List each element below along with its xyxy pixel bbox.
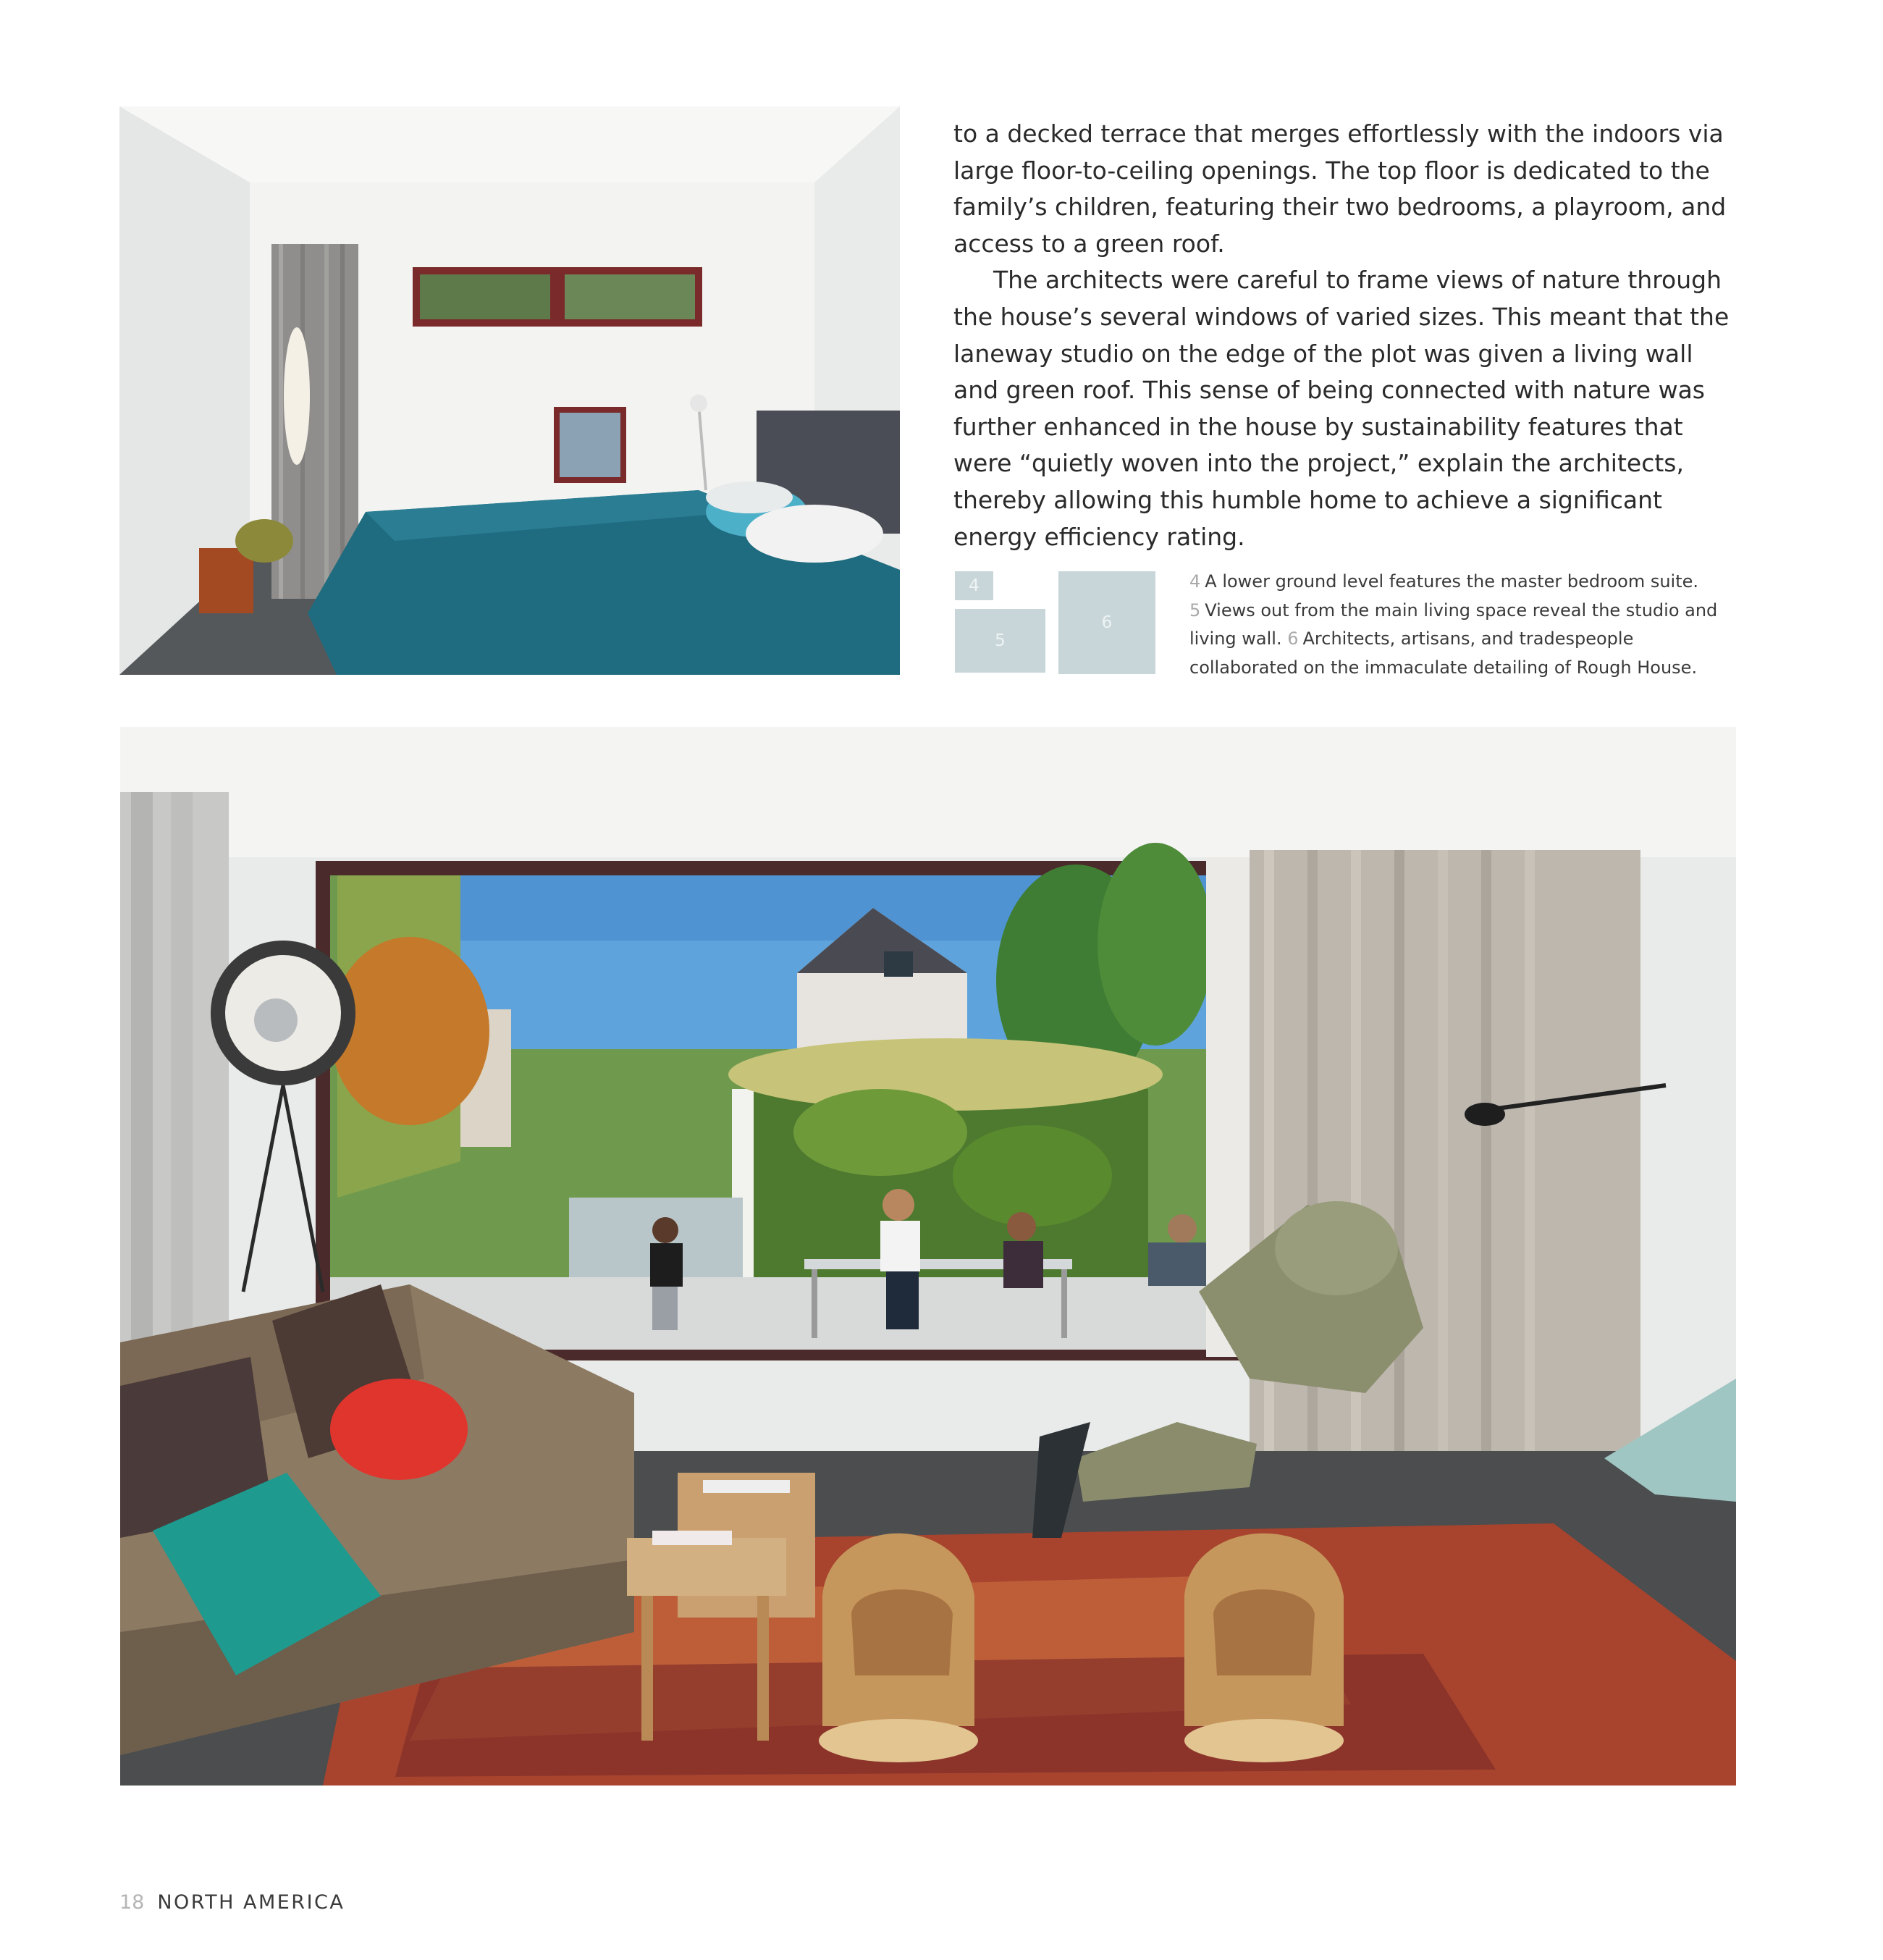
body-paragraph-2: The architects were careful to frame views of nature through the house’s several windows of varied sizes. This meant that the laneway studio on the edge of the plot was given a living wall and green roof. This sense of being connected with nature was further enhanced in the house by sustainability features that were “quietly woven into the project,” explain the architects, thereby allowing this humble home to achieve a significant energy efficiency rating.: [953, 266, 1730, 551]
caption-text: Architects, artisans, and tradespeople collaborated on the immaculate detailing of Rough House.: [1189, 628, 1698, 678]
photo-index-diagram: [955, 571, 1158, 674]
body-paragraph-1: to a decked terrace that merges effortlessly with the indoors via large floor-to-ceiling openings. The top floor is dedicated to the family’s children, featuring their two bedrooms, a playroom, and access to a green roof.: [953, 119, 1727, 258]
body-text: [953, 116, 1737, 555]
caption-number: 4: [1189, 571, 1201, 592]
photo-captions: [1189, 568, 1740, 682]
living-room-photo: [120, 727, 1736, 1786]
caption-text: Views out from the main living space reveal the studio and living wall.: [1189, 600, 1718, 649]
diagram-box-4: 4: [955, 571, 993, 600]
caption-number: 5: [1189, 600, 1201, 621]
bedroom-photo: [119, 106, 900, 675]
caption-text: A lower ground level features the master bedroom suite.: [1205, 571, 1699, 592]
diagram-box-5: 5: [955, 609, 1045, 673]
section-title: NORTH AMERICA: [157, 1891, 345, 1914]
page-footer: [119, 1891, 345, 1914]
caption-number: 6: [1287, 628, 1299, 649]
diagram-box-6: 6: [1058, 571, 1155, 674]
page-number: 18: [119, 1891, 145, 1914]
